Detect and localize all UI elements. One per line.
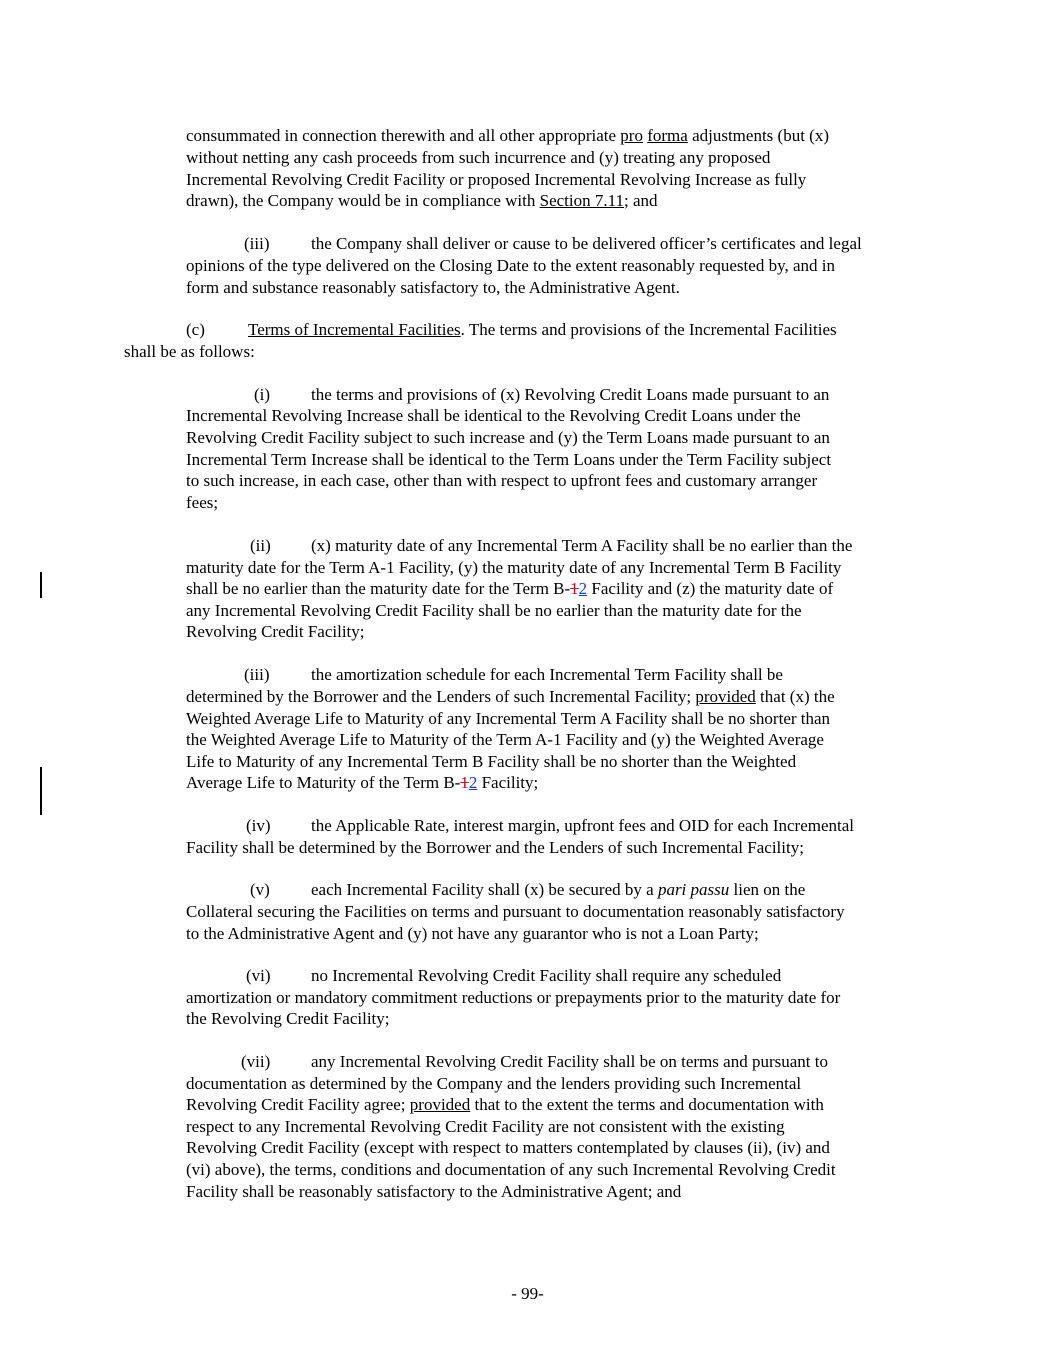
paragraph-line: Weighted Average Life to Maturity of any Incremental Term A Facility shall be no shorter than [186, 709, 831, 728]
clause-label: (iv) [246, 816, 271, 835]
paragraph-line: no Incremental Revolving Credit Facility shall require any scheduled [311, 966, 782, 985]
underlined-text: provided [695, 687, 756, 706]
deleted-text: 1 [570, 579, 579, 598]
text: Revolving Credit Facility agree; [186, 1095, 410, 1114]
paragraph-line: maturity date for the Term A-1 Facility, (y) the maturity date of any Incremental Term B Facility [186, 558, 842, 577]
text: shall be no earlier than the maturity date for the Term B- [186, 579, 571, 598]
paragraph-line: Revolving Credit Facility (except with respect to matters contemplated by clauses (ii), (iv) and [186, 1138, 830, 1157]
change-bar [40, 767, 42, 815]
clause-label: (iii) [244, 234, 270, 253]
text: adjustments (but (x) [687, 126, 829, 145]
clause-label: (vii) [241, 1052, 271, 1071]
paragraph-line: any Incremental Revolving Credit Facility shall be on terms and pursuant to [311, 1052, 828, 1071]
paragraph-line [186, 125, 829, 147]
paragraph-line [186, 1094, 824, 1116]
paragraph-line [186, 578, 833, 600]
clause-label: (c) [186, 320, 205, 339]
paragraph-line: to such increase, in each case, other than with respect to upfront fees and customary arranger [186, 471, 818, 490]
text: consummated in connection therewith and all other appropriate [186, 126, 621, 145]
paragraph-line: Collateral securing the Facilities on terms and pursuant to documentation reasonably satisfactory [186, 902, 845, 921]
change-bar [40, 572, 42, 598]
clause-label: (i) [254, 385, 271, 404]
text: ; and [624, 191, 658, 210]
paragraph-line: opinions of the type delivered on the Closing Date to the extent reasonably requested by, and in [186, 256, 835, 275]
underlined-text: provided [409, 1095, 471, 1114]
inserted-text: 2 [578, 579, 588, 598]
clause-label: (vi) [246, 966, 271, 985]
paragraph-line [186, 686, 835, 708]
inserted-text: 2 [468, 773, 478, 792]
paragraph-line: form and substance reasonably satisfactory to, the Administrative Agent. [186, 278, 680, 297]
paragraph-line: Facility shall be reasonably satisfactory to the Administrative Agent; and [186, 1182, 682, 1201]
paragraph-line: the Weighted Average Life to Maturity of the Term A-1 Facility and (y) the Weighted Average [186, 730, 824, 749]
paragraph-line [186, 772, 538, 794]
deleted-text: 1 [460, 773, 469, 792]
paragraph-line: Revolving Credit Facility; [186, 622, 365, 641]
text: determined by the Borrower and the Lenders of such Incremental Facility; [186, 687, 696, 706]
paragraph-line: the Applicable Rate, interest margin, upfront fees and OID for each Incremental [311, 816, 855, 835]
paragraph-line: (vi) above), the terms, conditions and documentation of any such Incremental Revolving Credit [186, 1160, 836, 1179]
paragraph-line: fees; [186, 493, 219, 512]
paragraph-line: to the Administrative Agent and (y) not have any guarantor who is not a Loan Party; [186, 924, 759, 943]
page-number: - 99- [511, 1284, 544, 1303]
clause-label: (iii) [244, 665, 270, 684]
paragraph-line: amortization or mandatory commitment reductions or prepayments prior to the maturity date for [186, 988, 841, 1007]
paragraph-line: (x) maturity date of any Incremental Term A Facility shall be no earlier than the [311, 536, 853, 555]
text: each Incremental Facility shall (x) be secured by a [311, 880, 658, 899]
paragraph-line: Life to Maturity of any Incremental Term B Facility shall be no shorter than the Weighted [186, 752, 797, 771]
paragraph-line: Incremental Revolving Increase shall be identical to the Revolving Credit Loans under the [186, 406, 801, 425]
paragraph-line: the Revolving Credit Facility; [186, 1009, 390, 1028]
text: Facility; [477, 773, 539, 792]
text: . The terms and provisions of the Incremental Facilities [460, 320, 837, 339]
clause-label: (ii) [250, 536, 271, 555]
section-reference: Section 7.11 [539, 191, 624, 210]
text: lien on the [729, 880, 806, 899]
italic-text: pari passu [657, 880, 730, 899]
paragraph-line [186, 190, 658, 212]
paragraph-line [311, 879, 805, 901]
text: that (x) the [755, 687, 835, 706]
paragraph-line: the amortization schedule for each Incremental Term Facility shall be [311, 665, 783, 684]
paragraph-line: respect to any Incremental Revolving Credit Facility are not consistent with the existing [186, 1117, 785, 1136]
underlined-text: pro [620, 126, 643, 145]
paragraph-line: Incremental Term Increase shall be identical to the Term Loans under the Term Facility subject [186, 450, 832, 469]
paragraph-line: the terms and provisions of (x) Revolving Credit Loans made pursuant to an [311, 385, 830, 404]
paragraph-line: Facility shall be determined by the Borrower and the Lenders of such Incremental Facility; [186, 838, 804, 857]
paragraph-line [248, 319, 837, 341]
text: Average Life to Maturity of the Term B- [186, 773, 461, 792]
text: Facility and (z) the maturity date of [587, 579, 834, 598]
paragraph-line: the Company shall deliver or cause to be delivered officer’s certificates and legal [311, 234, 862, 253]
paragraph-line: documentation as determined by the Company and the lenders providing such Incremental [186, 1074, 802, 1093]
paragraph-line: Revolving Credit Facility subject to such increase and (y) the Term Loans made pursuant to an [186, 428, 830, 447]
text: drawn), the Company would be in compliance with [186, 191, 540, 210]
paragraph-line: any Incremental Revolving Credit Facility shall be no earlier than the maturity date for the [186, 601, 802, 620]
paragraph-line: without netting any cash proceeds from such incurrence and (y) treating any proposed [186, 148, 771, 167]
paragraph-line: Incremental Revolving Credit Facility or proposed Incremental Revolving Increase as fully [186, 170, 807, 189]
clause-label: (v) [250, 880, 270, 899]
text: that to the extent the terms and documentation with [470, 1095, 824, 1114]
underlined-text: forma [647, 126, 688, 145]
paragraph-line: shall be as follows: [124, 342, 255, 361]
section-heading: Terms of Incremental Facilities [248, 320, 461, 339]
